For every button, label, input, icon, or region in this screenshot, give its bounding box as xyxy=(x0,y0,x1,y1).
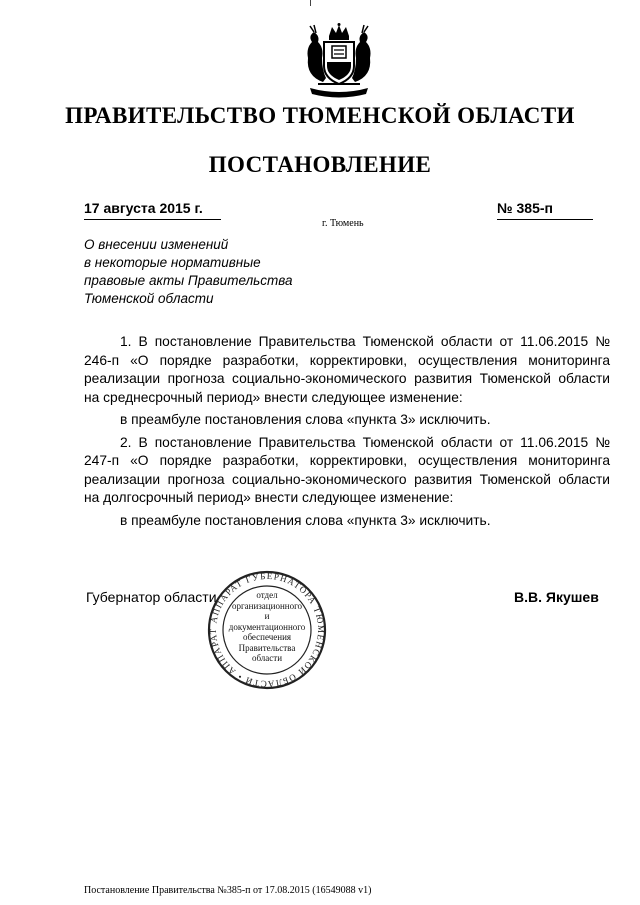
document-city: г. Тюмень xyxy=(322,218,364,229)
document-number: № 385-п xyxy=(497,200,553,216)
stamp-line: организационного xyxy=(231,600,303,611)
subject-line: правовые акты Правительства xyxy=(84,273,293,288)
number-underline xyxy=(497,219,593,220)
signatory-position: Губернатор области xyxy=(86,589,217,605)
paragraph-2: 2. В постановление Правительства Тюменской области от 11.06.2015 № 247-п «О порядке разработки, корректировки, осуществления мониторинга реализации прогноза социально-экономического развития Тюменской области на долгосрочный период» внести следующее изменение: xyxy=(84,434,610,505)
stamp-line: Правительства xyxy=(238,642,296,653)
document-type-title: ПОСТАНОВЛЕНИЕ xyxy=(208,152,432,177)
paragraph-1-change: в преамбуле постановления слова «пункта 3» исключить. xyxy=(120,412,491,427)
stamp-line: отдел xyxy=(256,590,278,600)
stamp-line: документационного xyxy=(228,621,306,632)
stamp-inner-text xyxy=(225,590,309,664)
stamp-line: обеспечения xyxy=(242,632,292,642)
document-subject xyxy=(84,236,344,308)
scan-mark xyxy=(310,0,311,6)
subject-line: в некоторые нормативные xyxy=(84,255,261,270)
document-date: 17 августа 2015 г. xyxy=(84,200,203,216)
paragraph-1: 1. В постановление Правительства Тюменской области от 11.06.2015 № 246-п «О порядке разработки, корректировки, осуществления мониторинга реализации прогноза социально-экономического развития Тюменской области на среднесрочный период» внести следующее изменение: xyxy=(84,334,610,405)
stamp-line: области xyxy=(251,653,283,663)
coat-of-arms-emblem xyxy=(296,22,382,100)
signatory-name: В.В. Якушев xyxy=(514,589,599,605)
svg-text:АППАРАТ ГУБЕРНАТОРА ТЮМЕНСКОЙ: АППАРАТ ГУБЕРНАТОРА ТЮМЕНСКОЙ ОБЛАСТИ • АППАРАТ xyxy=(207,570,327,690)
date-underline xyxy=(84,219,221,220)
document-body xyxy=(84,333,610,530)
paragraph-2-change: в преамбуле постановления слова «пункта 3» исключить. xyxy=(120,512,491,528)
stamp-line: и xyxy=(264,611,270,621)
subject-line: Тюменской области xyxy=(84,291,214,306)
organization-title: ПРАВИТЕЛЬСТВО ТЮМЕНСКОЙ ОБЛАСТИ xyxy=(65,103,575,128)
document-footer: Постановление Правительства №385-п от 17.08.2015 (16549088 v1) xyxy=(84,885,372,896)
subject-line: О внесении изменений xyxy=(84,237,229,252)
